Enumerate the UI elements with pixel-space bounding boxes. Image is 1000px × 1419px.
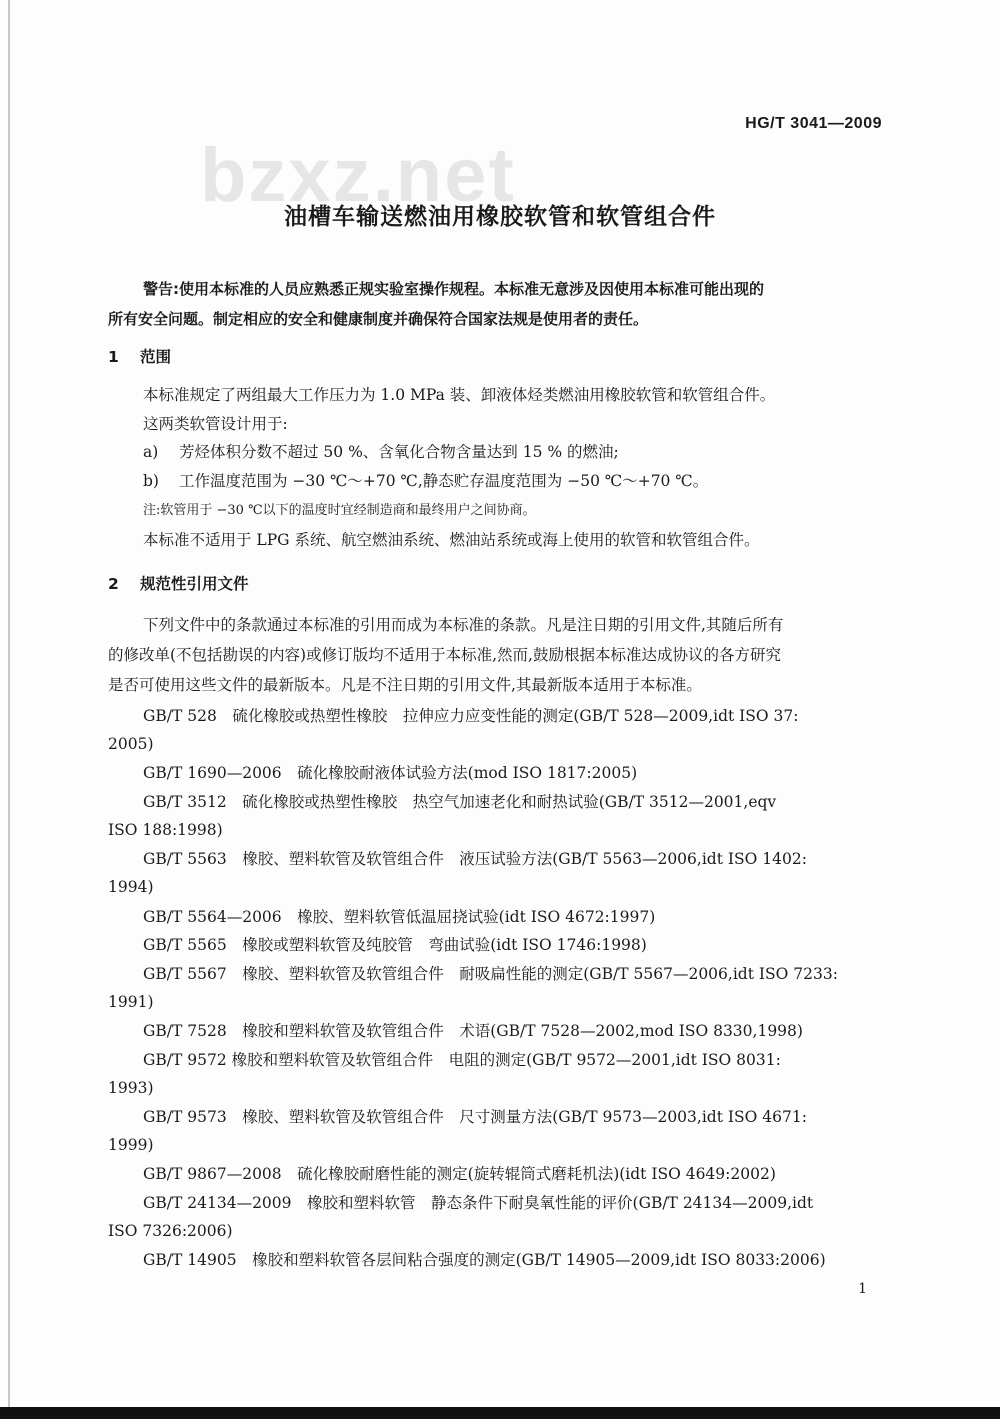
scope-note: 注:软管用于 −30 ℃以下的温度时宜经制造商和最终用户之间协商。 — [143, 503, 536, 518]
scope-paragraph-3: 本标准不适用于 LPG 系统、航空燃油系统、燃油站系统或海上使用的软管和软管组合件。 — [143, 531, 760, 549]
references-intro-line-3: 是否可使用这些文件的最新版本。凡是不注日期的引用文件,其最新版本适用于本标准。 — [108, 676, 702, 694]
item-text: 工作温度范围为 −30 ℃～+70 ℃,静态贮存温度范围为 −50 ℃～+70 ℃。 — [179, 472, 709, 490]
reference-entry-continuation: 1994) — [108, 878, 154, 896]
references-intro-line-2: 的修改单(不包括勘误的内容)或修订版均不适用于本标准,然而,鼓励根据本标准达成协议的各方研究 — [108, 646, 781, 664]
reference-entry: GB/T 9867—2008 硫化橡胶耐磨性能的测定(旋转辊筒式磨耗机法)(idt ISO 4649:2002) — [143, 1165, 776, 1183]
watermark: bzxz.net — [200, 133, 516, 218]
reference-entry: GB/T 528 硫化橡胶或热塑性橡胶 拉伸应力应变性能的测定(GB/T 528—2009,idt ISO 37: — [143, 707, 799, 725]
reference-entry-continuation: ISO 7326:2006) — [108, 1222, 233, 1240]
section-title: 范围 — [140, 348, 172, 366]
reference-entry-continuation: 1993) — [108, 1079, 154, 1097]
reference-entry: GB/T 5563 橡胶、塑料软管及软管组合件 液压试验方法(GB/T 5563—2006,idt ISO 1402: — [143, 850, 807, 868]
scope-item-b — [143, 471, 708, 491]
item-label: a) — [143, 443, 159, 461]
reference-entry: GB/T 5565 橡胶或塑料软管及纯胶管 弯曲试验(idt ISO 1746:1998) — [143, 936, 647, 954]
reference-entry: GB/T 9572 橡胶和塑料软管及软管组合件 电阻的测定(GB/T 9572—2001,idt ISO 8031: — [143, 1051, 781, 1069]
warning-line-2: 所有安全问题。制定相应的安全和健康制度并确保符合国家法规是使用者的责任。 — [108, 310, 649, 328]
scan-edge-bottom — [0, 1407, 1000, 1419]
section-1-heading — [108, 345, 171, 367]
reference-entry: GB/T 3512 硫化橡胶或热塑性橡胶 热空气加速老化和耐热试验(GB/T 3512—2001,eqv — [143, 793, 777, 811]
standard-code: HG/T 3041—2009 — [745, 115, 882, 132]
reference-entry-continuation: 2005) — [108, 735, 154, 753]
reference-entry-continuation: 1999) — [108, 1136, 154, 1154]
page-number: 1 — [858, 1281, 867, 1297]
reference-entry: GB/T 14905 橡胶和塑料软管各层间粘合强度的测定(GB/T 14905—2009,idt ISO 8033:2006) — [143, 1251, 826, 1269]
scope-paragraph-2: 这两类软管设计用于: — [143, 415, 288, 433]
reference-entry: GB/T 5567 橡胶、塑料软管及软管组合件 耐吸扁性能的测定(GB/T 5567—2006,idt ISO 7233: — [143, 965, 838, 983]
reference-entry-continuation: ISO 188:1998) — [108, 821, 223, 839]
section-number: 1 — [108, 348, 119, 366]
reference-entry: GB/T 24134—2009 橡胶和塑料软管 静态条件下耐臭氧性能的评价(GB/T 24134—2009,idt — [143, 1194, 814, 1212]
document-title: 油槽车输送燃油用橡胶软管和软管组合件 — [284, 204, 716, 230]
scope-item-a — [143, 442, 619, 462]
reference-entry: GB/T 9573 橡胶、塑料软管及软管组合件 尺寸测量方法(GB/T 9573—2003,idt ISO 4671: — [143, 1108, 807, 1126]
section-number: 2 — [108, 575, 119, 593]
reference-entry: GB/T 1690—2006 硫化橡胶耐液体试验方法(mod ISO 1817:2005) — [143, 764, 638, 782]
section-2-heading — [108, 572, 249, 594]
reference-entry: GB/T 5564—2006 橡胶、塑料软管低温屈挠试验(idt ISO 4672:1997) — [143, 908, 656, 926]
item-label: b) — [143, 472, 159, 490]
item-text: 芳烃体积分数不超过 50 %、含氧化合物含量达到 15 % 的燃油; — [179, 443, 619, 461]
reference-entry-continuation: 1991) — [108, 993, 154, 1011]
warning-line-1: 警告:使用本标准的人员应熟悉正规实验室操作规程。本标准无意涉及因使用本标准可能出现的 — [143, 280, 765, 298]
references-intro-line-1: 下列文件中的条款通过本标准的引用而成为本标准的条款。凡是注日期的引用文件,其随后所有 — [143, 616, 784, 634]
reference-entry: GB/T 7528 橡胶和塑料软管及软管组合件 术语(GB/T 7528—2002,mod ISO 8330,1998) — [143, 1022, 803, 1040]
scope-paragraph-1: 本标准规定了两组最大工作压力为 1.0 MPa 装、卸液体烃类燃油用橡胶软管和软管组合件。 — [143, 386, 776, 404]
section-title: 规范性引用文件 — [140, 575, 249, 593]
